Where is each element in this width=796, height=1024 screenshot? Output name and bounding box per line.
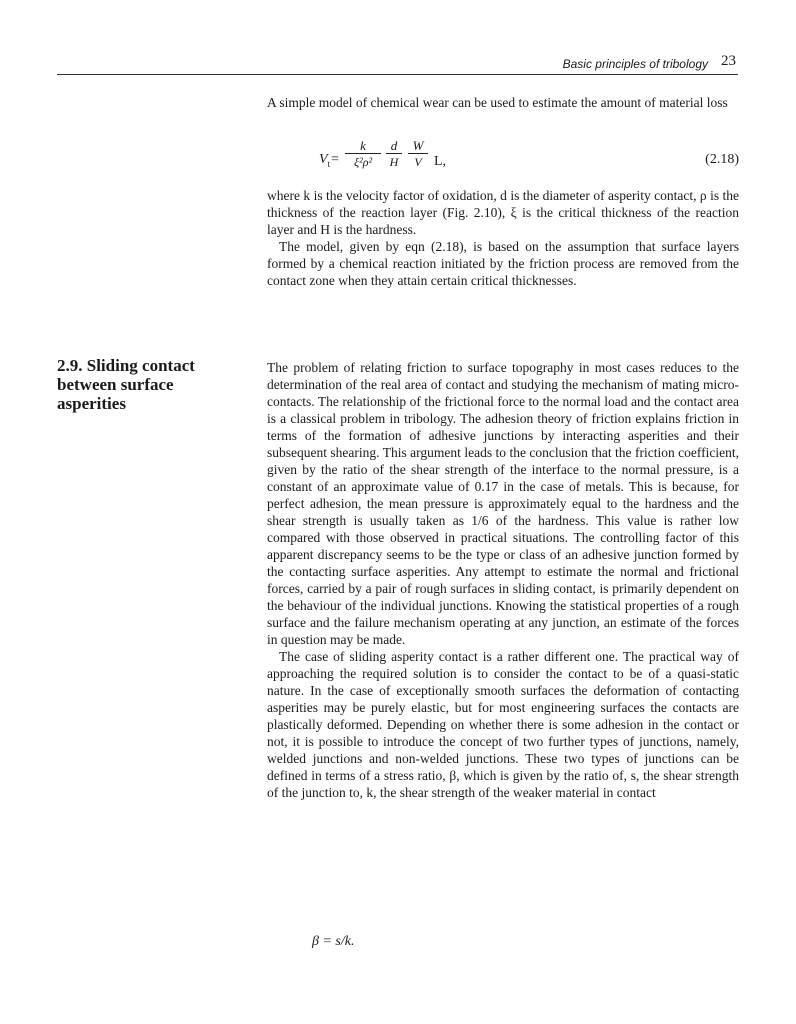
running-title: Basic principles of tribology bbox=[562, 57, 708, 71]
equation-2-18 bbox=[267, 138, 739, 182]
fraction-k: $\frac{k}{\text{ξ²ρ²}}$ bbox=[345, 138, 381, 170]
header-rule bbox=[57, 74, 738, 75]
section-body bbox=[267, 359, 739, 801]
equation-lhs: $V_t=$ bbox=[319, 152, 340, 169]
equation-trail: L, bbox=[434, 154, 447, 169]
equation-explanation bbox=[267, 187, 739, 289]
intro-text: A simple model of chemical wear can be used to estimate the amount of material loss bbox=[267, 95, 728, 110]
fraction-w: $\frac{W}{V}$ bbox=[408, 138, 428, 170]
section-heading: 2.9. Sliding contact between surface asperities bbox=[57, 356, 195, 413]
page-number: 23 bbox=[721, 53, 736, 69]
running-header bbox=[0, 53, 796, 73]
equation-number: (2.18) bbox=[705, 152, 739, 167]
section-paragraph-1: The problem of relating friction to surface topography in most cases reduces to the determination of the real area of contact and studying the mechanism of mating micro-contacts. The relationship of the frictional force to the normal load and the contact area is a classical problem in tribology. The adhesion theory of friction explains friction in terms of the formation of adhesive junctions by interacting asperities and their subsequent shearing. This argument leads to the conclusion that the friction coefficient, given by the ratio of the shear strength of the interface to the normal pressure, is a constant of an approximate value of 0.17 in the case of metals. This is because, for perfect adhesion, the mean pressure is approximately equal to the hardness and the shear strength is usually taken as 1/6 of the hardness. This value is rather low compared with those observed in practical situations. The controlling factor of this apparent discrepancy seems to be the type or class of an adhesive junction formed by the contacting surface asperities. Any attempt to estimate the normal and frictional forces, carried by a pair of rough surfaces in sliding contact, is primarily dependent on the behaviour of the individual junctions. Knowing the statistical properties of a rough surface and the failure mechanism operating at any junction, an estimate of the forces in question may be made. bbox=[267, 360, 739, 647]
variable-definitions: where k is the velocity factor of oxidation, d is the diameter of asperity contact, ρ is the thickness of the reaction layer (Fig. 2.10), ξ is the critical thickness of the reaction layer and H is the hardness. bbox=[267, 188, 739, 237]
fraction-d: $\frac{d}{H}$ bbox=[386, 138, 402, 170]
intro-paragraph bbox=[267, 94, 739, 111]
model-assumption: The model, given by eqn (2.18), is based on the assumption that surface layers formed by a chemical reaction initiated by the friction process are removed from the contact zone when they attain certain critical thicknesses. bbox=[267, 239, 739, 288]
stress-ratio-formula: β = s/k. bbox=[312, 934, 355, 949]
section-paragraph-2: The case of sliding asperity contact is a rather different one. The practical way of approaching the required solution is to consider the contact to be of a quasi-static nature. In the case of exceptionally smooth surfaces the deformation of contacting asperities may be purely elastic, but for most engineering surfaces the contacts are plastically deformed. Depending on whether there is some adhesion in the contact or not, it is possible to introduce the concept of two further types of junctions, namely, welded junctions and non-welded junctions. These two types of junctions can be defined in terms of a stress ratio, β, which is given by the ratio of, s, the shear strength of the junction to, k, the shear strength of the weaker material in contact bbox=[267, 649, 739, 800]
